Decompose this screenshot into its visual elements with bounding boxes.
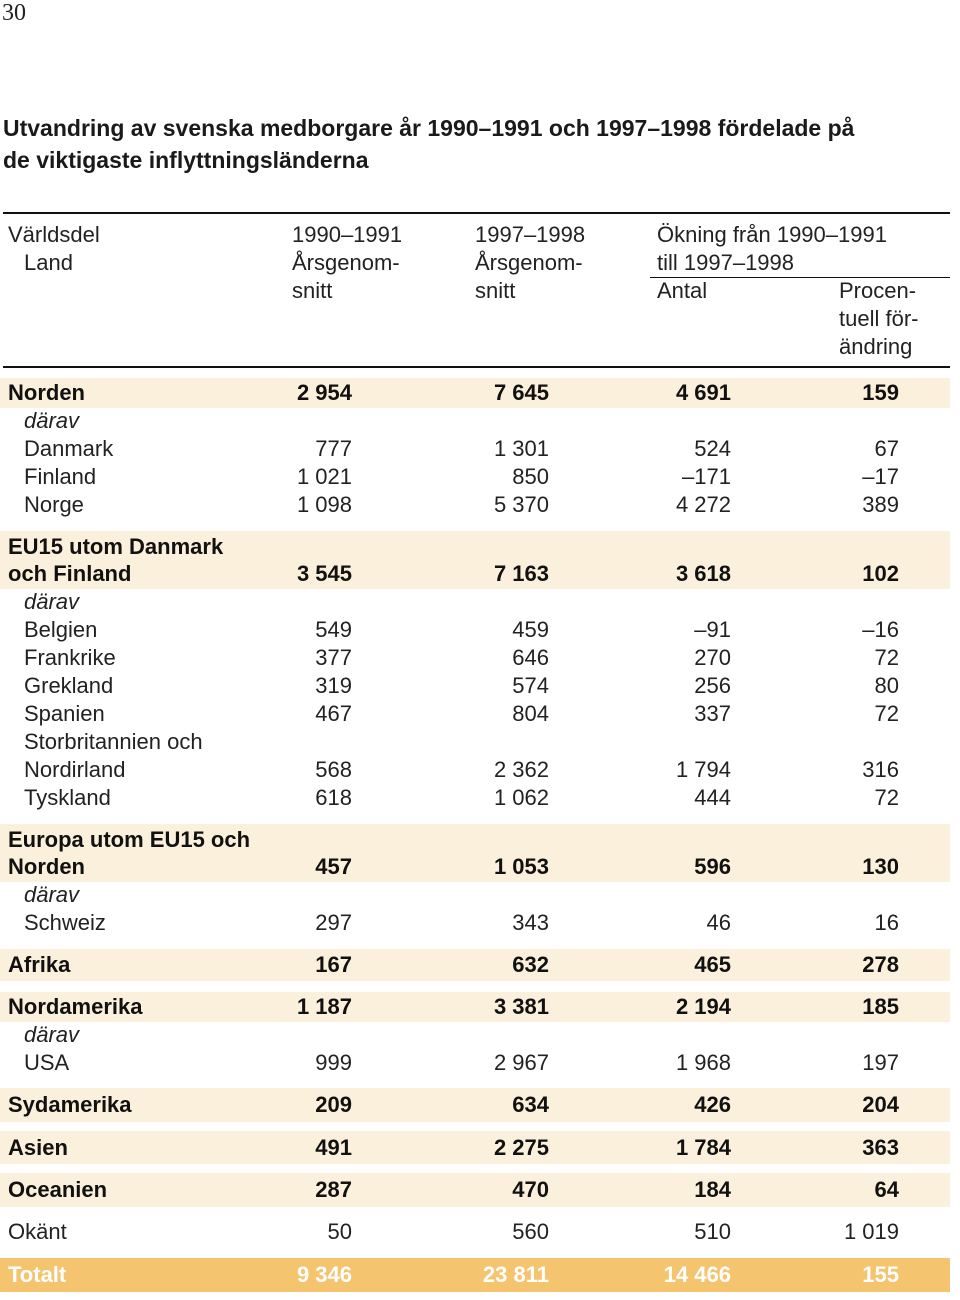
cell-value: 549 bbox=[315, 617, 352, 642]
cell-value: 524 bbox=[694, 436, 731, 461]
cell-value: 618 bbox=[315, 785, 352, 810]
cell-value: 2 362 bbox=[493, 757, 549, 782]
cell-value: 2 954 bbox=[296, 380, 352, 405]
cell-value: 185 bbox=[862, 994, 899, 1019]
cell-value: 457 bbox=[315, 854, 352, 879]
total-value: 155 bbox=[862, 1262, 899, 1287]
cell-value: 363 bbox=[862, 1135, 899, 1160]
cell-value: 197 bbox=[862, 1050, 899, 1075]
cell-value: 337 bbox=[694, 701, 731, 726]
header-percent-line1: Procen- bbox=[839, 278, 917, 303]
header-1990-label: 1990–1991 bbox=[292, 222, 403, 247]
band-sydamerika bbox=[0, 1088, 950, 1122]
header-1990-avg: Årsgenom- bbox=[292, 250, 400, 275]
cell-value: 46 bbox=[706, 910, 731, 935]
row-label: Grekland bbox=[24, 673, 114, 698]
page-number: 30 bbox=[2, 0, 26, 26]
header-percent-line2: tuell för- bbox=[839, 306, 919, 331]
cell-value: 491 bbox=[315, 1135, 352, 1160]
row-label: Storbritannien och bbox=[24, 729, 203, 754]
cell-value: 80 bbox=[874, 673, 899, 698]
top-rule bbox=[3, 212, 950, 214]
row-label: Sydamerika bbox=[8, 1092, 132, 1117]
cell-value: 1 968 bbox=[675, 1050, 731, 1075]
cell-value: 850 bbox=[512, 464, 549, 489]
cell-value: 343 bbox=[512, 910, 549, 935]
band-asien bbox=[0, 1131, 950, 1164]
cell-value: 256 bbox=[694, 673, 731, 698]
cell-value: 3 381 bbox=[493, 994, 549, 1019]
row-label: Nordamerika bbox=[8, 994, 143, 1019]
cell-value: 5 370 bbox=[493, 492, 549, 517]
header-country-label: Land bbox=[24, 250, 73, 275]
total-value: 9 346 bbox=[296, 1262, 352, 1287]
cell-value: 510 bbox=[694, 1219, 731, 1244]
cell-value: 50 bbox=[327, 1219, 352, 1244]
cell-value: 1 053 bbox=[493, 854, 549, 879]
row-label: Okänt bbox=[8, 1219, 67, 1244]
cell-value: 7 645 bbox=[493, 380, 549, 405]
header-1997-label: 1997–1998 bbox=[475, 222, 586, 247]
cell-value: 287 bbox=[315, 1177, 352, 1202]
row-label: Asien bbox=[8, 1135, 68, 1160]
cell-value: 4 691 bbox=[675, 380, 731, 405]
row-label: Norge bbox=[24, 492, 84, 517]
cell-value: 646 bbox=[512, 645, 549, 670]
darav-label: därav bbox=[24, 408, 80, 433]
cell-value: 560 bbox=[512, 1219, 549, 1244]
cell-value: 426 bbox=[694, 1092, 731, 1117]
row-label: Norden bbox=[8, 854, 85, 879]
cell-value: 204 bbox=[862, 1092, 899, 1117]
cell-value: 804 bbox=[512, 701, 549, 726]
total-label: Totalt bbox=[8, 1262, 67, 1287]
cell-value: –17 bbox=[862, 464, 899, 489]
cell-value: 7 163 bbox=[493, 561, 549, 586]
cell-value: 1 794 bbox=[675, 757, 731, 782]
cell-value: 2 194 bbox=[675, 994, 731, 1019]
cell-value: 777 bbox=[315, 436, 352, 461]
cell-value: 64 bbox=[874, 1177, 899, 1202]
row-label: Europa utom EU15 och bbox=[8, 827, 251, 852]
row-label: Tyskland bbox=[24, 785, 111, 810]
title-line-1: Utvandring av svenska medborgare år 1990–1991 och 1997–1998 fördelade på bbox=[3, 115, 855, 141]
cell-value: 1 784 bbox=[675, 1135, 731, 1160]
cell-value: 377 bbox=[315, 645, 352, 670]
table-title bbox=[3, 112, 953, 176]
cell-value: 316 bbox=[862, 757, 899, 782]
cell-value: 465 bbox=[694, 952, 731, 977]
cell-value: 1 098 bbox=[296, 492, 352, 517]
band-oceanien bbox=[0, 1173, 950, 1207]
total-value: 14 466 bbox=[663, 1262, 731, 1287]
row-label: Oceanien bbox=[8, 1177, 108, 1202]
row-label: EU15 utom Danmark bbox=[8, 534, 224, 559]
cell-value: –171 bbox=[682, 464, 731, 489]
header-1990-avg-2: snitt bbox=[292, 278, 333, 303]
cell-value: 1 019 bbox=[843, 1219, 899, 1244]
darav-label: därav bbox=[24, 1022, 80, 1047]
band-afrika bbox=[0, 949, 950, 981]
cell-value: 130 bbox=[862, 854, 899, 879]
cell-value: 2 967 bbox=[493, 1050, 549, 1075]
row-label: Finland bbox=[24, 464, 97, 489]
cell-value: 3 618 bbox=[675, 561, 731, 586]
row-label: Danmark bbox=[24, 436, 114, 461]
row-label: Spanien bbox=[24, 701, 105, 726]
row-label: USA bbox=[24, 1050, 70, 1075]
header-1997-1998 bbox=[475, 221, 585, 305]
cell-value: 1 301 bbox=[493, 436, 549, 461]
cell-value: 596 bbox=[694, 854, 731, 879]
cell-value: 270 bbox=[694, 645, 731, 670]
header-bottom-rule bbox=[3, 366, 950, 368]
total-value: 23 811 bbox=[482, 1262, 549, 1287]
header-increase bbox=[657, 221, 887, 277]
cell-value: 72 bbox=[874, 701, 899, 726]
darav-label: därav bbox=[24, 589, 80, 614]
cell-value: –16 bbox=[862, 617, 899, 642]
header-percent-change bbox=[839, 277, 918, 361]
cell-value: 470 bbox=[512, 1177, 549, 1202]
cell-value: 167 bbox=[315, 952, 352, 977]
cell-value: 1 021 bbox=[296, 464, 352, 489]
cell-value: 459 bbox=[512, 617, 549, 642]
title-line-2: de viktigaste inflyttningsländerna bbox=[3, 147, 369, 173]
cell-value: 297 bbox=[315, 910, 352, 935]
cell-value: 72 bbox=[874, 785, 899, 810]
cell-value: 3 545 bbox=[296, 561, 352, 586]
cell-value: 632 bbox=[512, 952, 549, 977]
cell-value: 634 bbox=[512, 1092, 549, 1117]
cell-value: 184 bbox=[694, 1177, 731, 1202]
row-label: Norden bbox=[8, 380, 85, 405]
header-region-country bbox=[8, 221, 100, 277]
header-percent-line3: ändring bbox=[839, 334, 913, 359]
cell-value: 574 bbox=[512, 673, 549, 698]
cell-value: 209 bbox=[315, 1092, 352, 1117]
cell-value: 444 bbox=[694, 785, 731, 810]
cell-value: 1 187 bbox=[296, 994, 352, 1019]
cell-value: 568 bbox=[315, 757, 352, 782]
band-totalt bbox=[0, 1258, 950, 1292]
cell-value: 999 bbox=[315, 1050, 352, 1075]
row-label: Belgien bbox=[24, 617, 98, 642]
row-label: Frankrike bbox=[24, 645, 116, 670]
cell-value: 159 bbox=[862, 380, 899, 405]
band-norden bbox=[0, 378, 950, 408]
row-label: Nordirland bbox=[24, 757, 126, 782]
cell-value: 1 062 bbox=[493, 785, 549, 810]
header-increase-line2: till 1997–1998 bbox=[657, 250, 795, 275]
cell-value: 389 bbox=[862, 492, 899, 517]
cell-value: 16 bbox=[874, 910, 899, 935]
header-increase-line1: Ökning från 1990–1991 bbox=[657, 222, 887, 247]
cell-value: 467 bbox=[315, 701, 352, 726]
cell-value: 4 272 bbox=[675, 492, 731, 517]
header-count: Antal bbox=[657, 278, 708, 303]
header-1997-avg-2: snitt bbox=[475, 278, 516, 303]
cell-value: 102 bbox=[862, 561, 899, 586]
row-label: Schweiz bbox=[24, 910, 106, 935]
row-label: Afrika bbox=[8, 952, 71, 977]
cell-value: –91 bbox=[694, 617, 731, 642]
row-label: och Finland bbox=[8, 561, 132, 586]
header-1997-avg: Årsgenom- bbox=[475, 250, 583, 275]
header-region-label: Världsdel bbox=[8, 222, 100, 247]
cell-value: 72 bbox=[874, 645, 899, 670]
header-1990-1991 bbox=[292, 221, 402, 305]
darav-label: därav bbox=[24, 882, 80, 907]
cell-value: 67 bbox=[874, 436, 899, 461]
cell-value: 2 275 bbox=[493, 1135, 549, 1160]
cell-value: 319 bbox=[315, 673, 352, 698]
cell-value: 278 bbox=[862, 952, 899, 977]
